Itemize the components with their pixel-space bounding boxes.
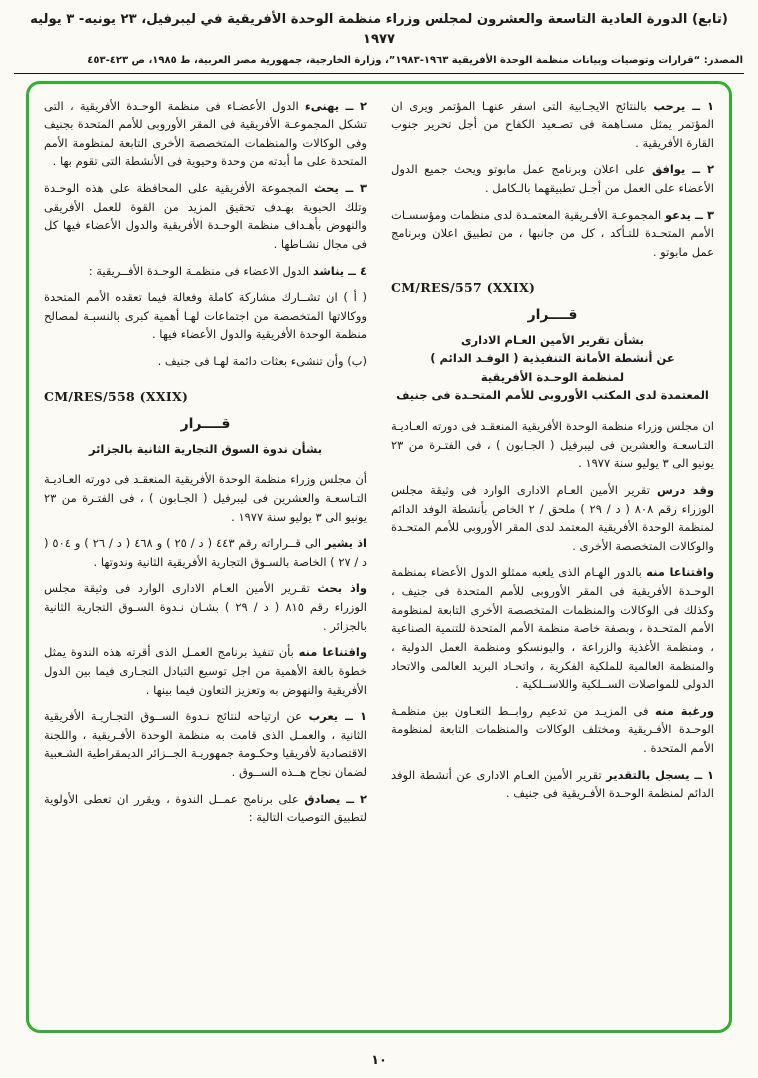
column-left (44, 97, 367, 1017)
subject-line: عن أنشطة الأمانة التنفيذية ( الوفـد الدائم ) (430, 351, 675, 366)
paragraph-lead: واقتناعا منه (298, 645, 367, 660)
subject-line: بشأن ندوة السوق التجارية الثانية بالجزائر (88, 441, 323, 456)
subject-line: لمنظمة الوحـدة الأفريقية (480, 369, 625, 384)
item-text: الدول الاعضاء فى منظمـة الوحـدة الأفــريقية : (88, 263, 310, 278)
item-lead: ١ ــ يسجل بالتقدير (606, 767, 715, 782)
item-text: المجموعة الأفريقية على المحافظة على هذه الوحـدة وتلك الحيوية بهـدف تحقيق المزيد من القوة للعمل الأفريقى والنهوض بأهـداف منظمة الوحـدة الأفريقية والدول الأعضاء فيها كل فى مجال نشـاطها . (44, 181, 367, 251)
preamble-paragraph (391, 702, 714, 758)
preamble-paragraph (391, 563, 714, 693)
numbered-item (391, 160, 714, 197)
item-text: تقرير الأمين العـام الادارى عن أنشطة الوفد الدائم لمنظمة الوحـدة الأفـريقية فى جنيف . (391, 767, 714, 801)
paragraph-text: فى المزيـد من تدعيم روابــط التعـاون بين منظمـة الوحـدة الأفـريقية ومختلف الوكالات والمنظمات التابعة لمنظومة الأمم المتحدة . (391, 703, 714, 756)
sub-item (44, 352, 367, 371)
preamble-paragraph (44, 470, 367, 526)
paragraph-text: ان مجلس وزراء منظمة الوحدة الأفريقية المنعقـد فى دورته العـاديـة التـاسعـة والعشرين فى ليبرفيل ( الجـابون ) ، فى الفتـرة من ٢٣ يونيو الى ٣ يوليو سنة ١٩٧٧ . (391, 419, 714, 471)
item-lead: ١ ــ يعرب (308, 709, 367, 724)
item-text: الدول الأعضـاء فى منظمة الوحـدة الأفريقية ، التى تشكل المجموعـة الأفريقية فى المقر الأوروبى للأمم المتحدة بجنيف وفى الوكالات والمنظمات المتخصصة الأخرى التابعة لمنظومة الأمم المتحدة على ما أبدته من وحدة وحيوية فى الأنشطة التى تقوم بها . (44, 98, 367, 169)
sub-item (44, 288, 367, 344)
paragraph-lead: اذ يشير (325, 536, 367, 551)
resolution-code: CM/RES/557 (XXIX) (391, 279, 536, 295)
item-text: على اعلان وبرنامج عمل مابوتو ويحث جميع الدول الأعضاء على العمل من أجـل تطبيقهما بالـكامل . (391, 162, 714, 196)
preamble-paragraph (44, 643, 367, 699)
item-text: عن ارتياحه لنتائج نـدوة الســوق التجـاريـة الأفريقية الثانية ، والعمـل الذى قامت به منظمة الوحدة الأفـريقية ، واللجنة الاقتصادية لأفريقيا وحكـومة جمهوريـة الجــزائر الديمقراطية الشـعبية لضمان نجاح هــذه الســوق . (44, 709, 367, 780)
numbered-item (391, 766, 714, 803)
paragraph-text: بأن تنفيذ برنامج العمـل الذى أقرته هذه الندوة يمثل خطوة بالغة الأهمية من اجل توسيع التبادل التجـارى فيما بين الدول الأفريقية والنهوض به وتعزيز التعاون فيما بينها . (44, 645, 367, 697)
document-header-line: (تابع) الدورة العادية التاسعة والعشرون لمجلس وزراء منظمة الوحدة الأفريقية في ليبرفيل، ٢٣ يونيه- ٣ يوليه ١٩٧٧ (30, 12, 728, 47)
paragraph-text: تقرير الأمين العـام الادارى الوارد فى وثيقة مجلس الوزراء رقم ٨٠٨ ( د / ٢٩ ) ملحق / ٢ الخاص بأنشطة الوفد الدائم لمنظمة الوحدة الأفريقية المعتمد لدى المقر الأوروبى للأمم المتحـدة والوكالات المتخصصة الأخرى . (391, 482, 715, 553)
two-column-layout (44, 97, 714, 1017)
preamble-paragraph (391, 417, 714, 473)
green-border-frame (26, 81, 732, 1033)
item-lead: ٢ ــ يهنىء (304, 98, 367, 113)
source-citation-line: المصدر: “قرارات وتوصيات وبيانات منظمة الوحدة الأفريقية ١٩٦٣-١٩٨٣”، وزارة الخارجية، جمهورية مصر العربية، ط ١٩٨٥، ص ٤٢٣-٤٥٣ (87, 54, 743, 66)
item-text: على برنامج عمــل الندوة ، ويقرر ان تعطى الأولوية لتطبيق التوصيات التالية : (44, 791, 367, 825)
numbered-item (391, 206, 714, 262)
resolution-subject (44, 440, 367, 459)
paragraph-lead: وقد درس (656, 482, 715, 497)
numbered-item (44, 790, 367, 827)
paragraph-text: بالدور الهـام الذى يلعبه ممثلو الدول الأعضاء بمنظمة الوحـدة الأفريقية فى المقر الأوروبى للأمم المتحدة فى جنيف ، وكذلك فى الوكالات والمنظمات المتخصصة الأخرى التابعة لمنظومة الأمم المتحـدة ، وبصفة خاصة منظمة الأمم المتحدة للتنمية الصناعية ، ومنظمة الأغذية والزراعة ، واليونسكو ومنظمة العمل الدولية ، والمنظمة العالمية للملكية الفكرية ، واتحـاد البريد العالمى والاتحاد الدولى للمواصلات الســلكية واللاســلكية . (391, 565, 714, 692)
paragraph-lead: ورغبة منه (655, 703, 714, 718)
paragraph-text: أن مجلس وزراء منظمة الوحدة الأفريقية المنعقـد فى دورته العـاديـة التـاسعـة والعشرين فى ليبرفيل ( الجـابون ) ، فى الفتـرة من ٢٣ يونيو الى ٣ يوليو سنة ١٩٧٧ . (44, 472, 367, 524)
page-number: ١٠ (371, 1053, 387, 1068)
numbered-item (391, 97, 714, 153)
item-text: بالنتائج الايجـابية التى اسفر عنهـا المؤتمر ويرى ان المؤتمر يمثل مسـاهمة فى تصـعيد الكفاح من أجل تحرير جنوب القارة الأفريقية . (391, 98, 714, 150)
item-text: المجموعـة الأفـريقية المعتمـدة لدى منظمات ومؤسسـات الأمم المتحـدة للتـأكد ، كل من جانبها ، من تطبيق اعلان وبرنامج عمل مابوتو . (391, 207, 714, 259)
paragraph-lead: واقتناعا منه (646, 565, 714, 580)
subject-line: بشأن تقرير الأمين العـام الادارى (461, 332, 644, 347)
item-lead: ٢ ــ يوافق (651, 162, 715, 177)
numbered-item (44, 179, 367, 254)
numbered-item (44, 262, 367, 281)
resolution-subject (391, 331, 714, 406)
resolution-heading: قــــرار (527, 306, 578, 323)
item-lead: ٣ ــ يدعو (664, 207, 714, 222)
resolution-heading: قــــرار (180, 415, 231, 432)
paragraph-lead: واذ بحث (317, 581, 367, 596)
numbered-item (44, 97, 367, 172)
item-text: ( أ ) ان تشــارك مشاركة كاملة وفعالة فيما تعقده الأمم المتحدة ووكالاتها المتخصصة من اجتماعات لهـا أهمية كبرى بالنسبـة لمصالح منظمة الوحدة الأفريقية والدول الأعضاء فيها . (44, 290, 367, 342)
subject-line: المعتمدة لدى المكتب الأوروبى للأمم المتحـدة فى جنيف (396, 388, 709, 403)
item-lead: ٤ ــ يناشد (312, 263, 367, 278)
column-right (391, 97, 714, 1017)
header-divider (14, 73, 744, 74)
numbered-item (44, 707, 367, 782)
item-lead: ٢ ــ يصادق (304, 791, 367, 806)
paragraph-text: الى قــراراته رقم ٤٤٣ ( د / ٢٥ ) و ٤٦٨ ( د / ٢٦ ) و ٥٠٤ ( د / ٢٧ ) الخاصة بالسـوق التجارية الأفريقية الثانية وندوتها . (44, 536, 367, 569)
item-text: (ب) وأن تنشىء بعثات دائمة لهـا فى جنيف . (157, 354, 367, 369)
item-lead: ٣ ــ يحث (314, 181, 367, 196)
paragraph-text: تقـرير الأمين العـام الادارى الوارد فى وثيقة مجلس الوزراء رقم ٨١٥ ( د / ٢٩ ) بشـان نـدوة السـوق التجارية الثانية بالجزائر . (44, 581, 367, 633)
preamble-paragraph (391, 481, 714, 556)
preamble-paragraph (44, 534, 367, 571)
resolution-code: CM/RES/558 (XXIX) (44, 388, 189, 404)
preamble-paragraph (44, 579, 367, 635)
item-lead: ١ ــ يرحب (653, 98, 714, 113)
